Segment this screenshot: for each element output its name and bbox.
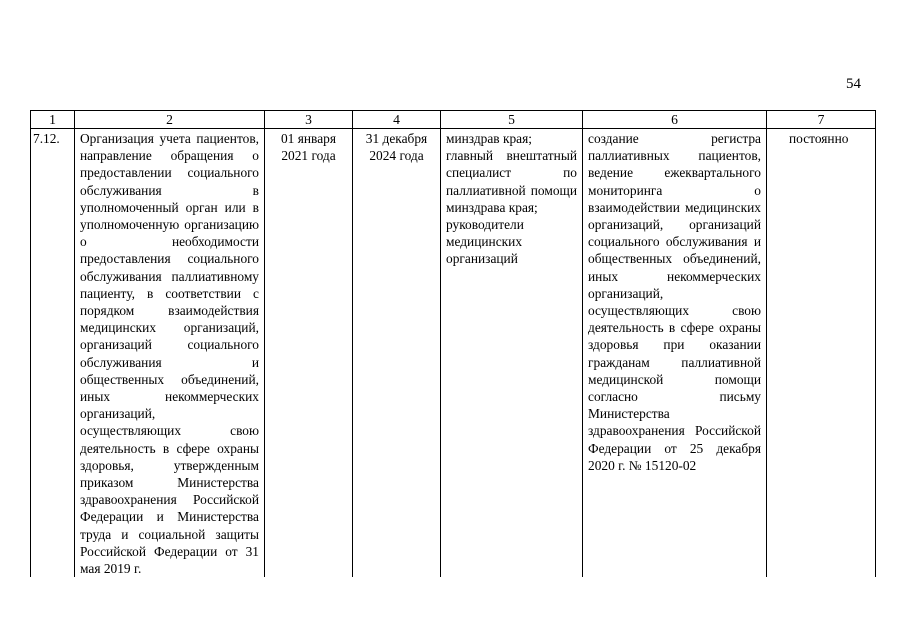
header-col-7: 7: [767, 111, 876, 129]
header-row: [31, 111, 876, 129]
row-number: 7.12.: [31, 129, 75, 578]
responsible-cell: минздрав края; главный внештатный специалист по паллиативной помощи минздрава края; руководители медицинских организаций: [441, 129, 583, 578]
end-date-cell: 31 декабря 2024 года: [353, 129, 441, 578]
table-row: [31, 129, 876, 578]
result-cell: создание регистра паллиативных пациентов, ведение ежеквартального мониторинга о взаимодействии медицинских организаций, организаций социального обслуживания и общественных объединений, иных некоммерческих организаций, осуществляющих свою деятельность в сфере охраны здоровья при оказании гражданам паллиативной медицинской помощи согласно письму Министерства здравоохранения Российской Федерации от 25 декабря 2020 г. № 15120-02: [583, 129, 767, 578]
start-date-cell: 01 января 2021 года: [265, 129, 353, 578]
header-col-1: 1: [31, 111, 75, 129]
header-col-6: 6: [583, 111, 767, 129]
header-col-2: 2: [75, 111, 265, 129]
activity-cell: Организация учета пациентов, направление обращения о предоставлении социального обслуживания в уполномоченный орган или в уполномоченную организацию о необходимости предоставления социального обслуживания паллиативному пациенту, в соответствии с порядком взаимодействия медицинских организаций, организаций социального обслуживания и общественных объединений, иных некоммерческих организаций, осуществляющих свою деятельность в сфере охраны здоровья, утвержденным приказом Министерства здравоохранения Российской Федерации и Министерства труда и социальной защиты Российской Федерации от 31 мая 2019 г.: [75, 129, 265, 578]
header-col-3: 3: [265, 111, 353, 129]
page-number: 54: [846, 76, 861, 92]
header-col-5: 5: [441, 111, 583, 129]
measures-table: [30, 110, 876, 577]
header-col-4: 4: [353, 111, 441, 129]
term-cell: постоянно: [767, 129, 876, 578]
